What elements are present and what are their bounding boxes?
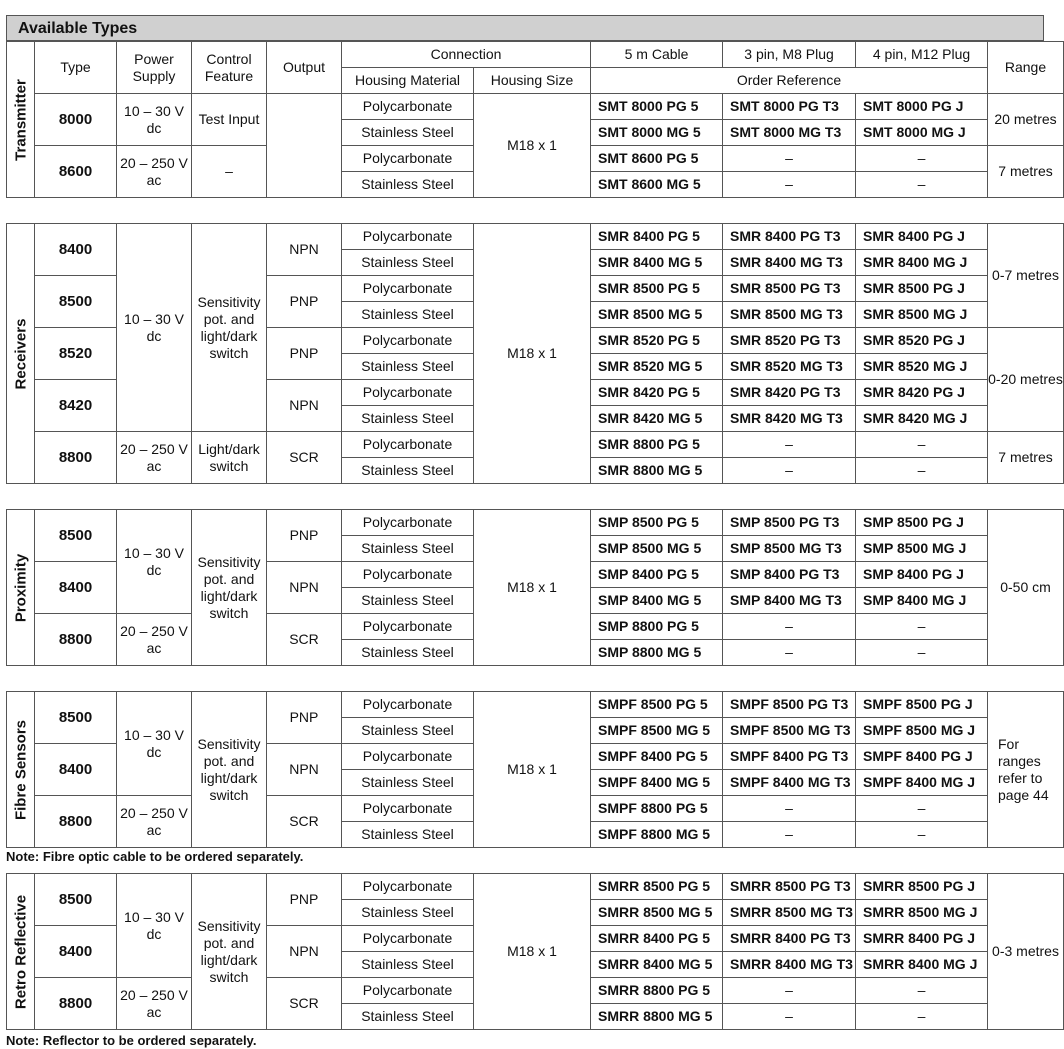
control-feature-cell: Test Input xyxy=(192,94,267,146)
order-ref-m8: SMR 8500 MG T3 xyxy=(723,302,856,328)
order-ref-m12: – xyxy=(856,172,988,198)
order-ref-cable: SMRR 8800 MG 5 xyxy=(591,1004,723,1030)
section-label-retro-reflective: Retro Reflective xyxy=(7,874,35,1030)
order-ref-cable: SMPF 8800 MG 5 xyxy=(591,822,723,848)
order-ref-m8: – xyxy=(723,172,856,198)
control-feature-cell: Sensitivity pot. and light/dark switch xyxy=(192,874,267,1030)
housing-material-cell: Polycarbonate xyxy=(342,328,474,354)
order-ref-cable: SMPF 8500 MG 5 xyxy=(591,718,723,744)
order-ref-cable: SMT 8600 MG 5 xyxy=(591,172,723,198)
range-cell: 7 metres xyxy=(988,146,1064,198)
housing-size-cell: M18 x 1 xyxy=(474,874,591,1030)
housing-material-cell: Polycarbonate xyxy=(342,926,474,952)
order-ref-m8: SMP 8500 PG T3 xyxy=(723,510,856,536)
order-ref-cable: SMRR 8400 MG 5 xyxy=(591,952,723,978)
order-ref-m12: SMT 8000 MG J xyxy=(856,120,988,146)
output-cell: PNP xyxy=(267,510,342,562)
housing-material-cell: Polycarbonate xyxy=(342,380,474,406)
order-ref-cable: SMP 8400 MG 5 xyxy=(591,588,723,614)
order-ref-cable: SMR 8400 PG 5 xyxy=(591,224,723,250)
order-ref-m8: SMR 8520 PG T3 xyxy=(723,328,856,354)
proximity-table xyxy=(6,509,1064,666)
housing-material-cell: Polycarbonate xyxy=(342,94,474,120)
power-supply-cell: 10 – 30 V dc xyxy=(117,692,192,796)
power-supply-cell: 10 – 30 V dc xyxy=(117,510,192,614)
output-cell: NPN xyxy=(267,562,342,614)
order-ref-m12: – xyxy=(856,640,988,666)
order-ref-cable: SMP 8500 PG 5 xyxy=(591,510,723,536)
housing-material-cell: Stainless Steel xyxy=(342,458,474,484)
col-header-output: Output xyxy=(267,42,342,94)
table-row xyxy=(7,692,1064,718)
type-cell: 8520 xyxy=(35,328,117,380)
order-ref-m8: – xyxy=(723,640,856,666)
type-cell: 8800 xyxy=(35,432,117,484)
power-supply-cell: 10 – 30 V dc xyxy=(117,874,192,978)
housing-material-cell: Polycarbonate xyxy=(342,614,474,640)
output-cell: SCR xyxy=(267,432,342,484)
type-cell: 8800 xyxy=(35,978,117,1030)
housing-material-cell: Stainless Steel xyxy=(342,354,474,380)
power-supply-cell: 20 – 250 V ac xyxy=(117,146,192,198)
type-cell: 8400 xyxy=(35,744,117,796)
power-supply-cell: 10 – 30 V dc xyxy=(117,94,192,146)
order-ref-cable: SMP 8800 PG 5 xyxy=(591,614,723,640)
order-ref-cable: SMPF 8500 PG 5 xyxy=(591,692,723,718)
output-cell: NPN xyxy=(267,744,342,796)
housing-material-cell: Stainless Steel xyxy=(342,406,474,432)
order-ref-m8: SMRR 8400 PG T3 xyxy=(723,926,856,952)
type-cell: 8420 xyxy=(35,380,117,432)
order-ref-m12: SMT 8000 PG J xyxy=(856,94,988,120)
order-ref-m8: SMT 8000 PG T3 xyxy=(723,94,856,120)
range-cell: 20 metres xyxy=(988,94,1064,146)
page-title: Available Types xyxy=(18,20,138,37)
order-ref-cable: SMPF 8400 MG 5 xyxy=(591,770,723,796)
order-ref-m8: SMRR 8500 MG T3 xyxy=(723,900,856,926)
col-header-power-supply: Power Supply xyxy=(117,42,192,94)
order-ref-m12: SMR 8500 PG J xyxy=(856,276,988,302)
available-types-header-bar xyxy=(6,15,1044,41)
order-ref-m8: SMR 8420 MG T3 xyxy=(723,406,856,432)
type-cell: 8500 xyxy=(35,874,117,926)
housing-material-cell: Polycarbonate xyxy=(342,978,474,1004)
order-ref-cable: SMRR 8500 MG 5 xyxy=(591,900,723,926)
table-row xyxy=(7,874,1064,900)
order-ref-m8: – xyxy=(723,978,856,1004)
order-ref-m12: SMRR 8400 MG J xyxy=(856,952,988,978)
order-ref-cable: SMR 8520 PG 5 xyxy=(591,328,723,354)
order-ref-cable: SMR 8500 PG 5 xyxy=(591,276,723,302)
housing-material-cell: Stainless Steel xyxy=(342,536,474,562)
order-ref-m8: – xyxy=(723,146,856,172)
order-ref-m12: SMRR 8500 MG J xyxy=(856,900,988,926)
range-cell: 0-50 cm xyxy=(988,510,1064,666)
order-ref-m12: SMR 8500 MG J xyxy=(856,302,988,328)
order-ref-m12: SMR 8400 MG J xyxy=(856,250,988,276)
col-header-housing-material: Housing Material xyxy=(342,68,474,94)
section-label-fibre-sensors: Fibre Sensors xyxy=(7,692,35,848)
order-ref-m8: SMPF 8400 PG T3 xyxy=(723,744,856,770)
type-cell: 8000 xyxy=(35,94,117,146)
output-cell: PNP xyxy=(267,328,342,380)
order-ref-m8: SMP 8500 MG T3 xyxy=(723,536,856,562)
order-ref-cable: SMR 8420 PG 5 xyxy=(591,380,723,406)
type-cell: 8600 xyxy=(35,146,117,198)
order-ref-m12: SMPF 8500 PG J xyxy=(856,692,988,718)
output-cell: PNP xyxy=(267,276,342,328)
power-supply-cell: 20 – 250 V ac xyxy=(117,978,192,1030)
output-cell: NPN xyxy=(267,224,342,276)
section-label-receivers: Receivers xyxy=(7,224,35,484)
type-cell: 8400 xyxy=(35,926,117,978)
housing-material-cell: Stainless Steel xyxy=(342,718,474,744)
output-cell: PNP xyxy=(267,874,342,926)
order-ref-cable: SMR 8800 MG 5 xyxy=(591,458,723,484)
housing-material-cell: Stainless Steel xyxy=(342,1004,474,1030)
order-ref-cable: SMT 8000 MG 5 xyxy=(591,120,723,146)
type-cell: 8500 xyxy=(35,276,117,328)
order-ref-cable: SMRR 8500 PG 5 xyxy=(591,874,723,900)
col-header-control-feature: Control Feature xyxy=(192,42,267,94)
section-label-proximity: Proximity xyxy=(7,510,35,666)
type-cell: 8500 xyxy=(35,692,117,744)
col-header-type: Type xyxy=(35,42,117,94)
order-ref-m12: SMRR 8500 PG J xyxy=(856,874,988,900)
fibre-note: Note: Fibre optic cable to be ordered separately. xyxy=(6,849,304,864)
order-ref-m12: SMPF 8500 MG J xyxy=(856,718,988,744)
order-ref-m8: – xyxy=(723,796,856,822)
order-ref-m12: SMP 8400 MG J xyxy=(856,588,988,614)
housing-material-cell: Polycarbonate xyxy=(342,692,474,718)
housing-material-cell: Polycarbonate xyxy=(342,744,474,770)
receivers-table xyxy=(6,223,1064,484)
order-ref-cable: SMP 8800 MG 5 xyxy=(591,640,723,666)
order-ref-m8: SMRR 8400 MG T3 xyxy=(723,952,856,978)
housing-material-cell: Stainless Steel xyxy=(342,302,474,328)
housing-size-cell: M18 x 1 xyxy=(474,224,591,484)
order-ref-m8: SMP 8400 MG T3 xyxy=(723,588,856,614)
order-ref-m12: – xyxy=(856,146,988,172)
order-ref-m12: SMP 8500 MG J xyxy=(856,536,988,562)
order-ref-cable: SMR 8500 MG 5 xyxy=(591,302,723,328)
range-cell: 7 metres xyxy=(988,432,1064,484)
order-ref-cable: SMR 8800 PG 5 xyxy=(591,432,723,458)
table-row xyxy=(7,94,1064,120)
order-ref-m12: – xyxy=(856,796,988,822)
control-feature-cell: – xyxy=(192,146,267,198)
order-ref-m12: SMPF 8400 MG J xyxy=(856,770,988,796)
order-ref-m8: SMR 8500 PG T3 xyxy=(723,276,856,302)
order-ref-m8: SMR 8420 PG T3 xyxy=(723,380,856,406)
order-ref-m8: SMR 8400 MG T3 xyxy=(723,250,856,276)
housing-size-cell: M18 x 1 xyxy=(474,692,591,848)
housing-material-cell: Polycarbonate xyxy=(342,510,474,536)
housing-size-cell: M18 x 1 xyxy=(474,510,591,666)
order-ref-m12: SMRR 8400 PG J xyxy=(856,926,988,952)
order-ref-m12: SMR 8520 MG J xyxy=(856,354,988,380)
order-ref-m12: SMR 8420 PG J xyxy=(856,380,988,406)
order-ref-cable: SMR 8420 MG 5 xyxy=(591,406,723,432)
housing-material-cell: Polycarbonate xyxy=(342,276,474,302)
output-cell: PNP xyxy=(267,692,342,744)
type-cell: 8400 xyxy=(35,224,117,276)
housing-material-cell: Polycarbonate xyxy=(342,874,474,900)
order-ref-m8: SMPF 8500 PG T3 xyxy=(723,692,856,718)
order-ref-m8: SMT 8000 MG T3 xyxy=(723,120,856,146)
housing-material-cell: Stainless Steel xyxy=(342,172,474,198)
reflector-note: Note: Reflector to be ordered separately. xyxy=(6,1033,257,1048)
housing-material-cell: Polycarbonate xyxy=(342,432,474,458)
order-ref-cable: SMPF 8800 PG 5 xyxy=(591,796,723,822)
col-header-connection: Connection xyxy=(342,42,591,68)
col-header-range: Range xyxy=(988,42,1064,94)
housing-material-cell: Polycarbonate xyxy=(342,796,474,822)
housing-material-cell: Polycarbonate xyxy=(342,224,474,250)
housing-size-cell: M18 x 1 xyxy=(474,94,591,198)
type-cell: 8800 xyxy=(35,796,117,848)
order-ref-m12: – xyxy=(856,432,988,458)
order-ref-cable: SMT 8600 PG 5 xyxy=(591,146,723,172)
power-supply-cell: 20 – 250 V ac xyxy=(117,432,192,484)
control-feature-cell: Light/dark switch xyxy=(192,432,267,484)
housing-material-cell: Stainless Steel xyxy=(342,822,474,848)
transmitter-table xyxy=(6,41,1064,198)
order-ref-m8: SMR 8400 PG T3 xyxy=(723,224,856,250)
type-cell: 8400 xyxy=(35,562,117,614)
housing-material-cell: Stainless Steel xyxy=(342,640,474,666)
order-ref-m8: SMR 8520 MG T3 xyxy=(723,354,856,380)
col-header-5m-cable: 5 m Cable xyxy=(591,42,723,68)
housing-material-cell: Stainless Steel xyxy=(342,250,474,276)
range-cell: 0-7 metres xyxy=(988,224,1064,328)
output-cell: NPN xyxy=(267,926,342,978)
retro-reflective-table xyxy=(6,873,1064,1030)
housing-material-cell: Polycarbonate xyxy=(342,562,474,588)
order-ref-m8: – xyxy=(723,1004,856,1030)
range-cell: For ranges refer to page 44 xyxy=(988,692,1064,848)
order-ref-m8: SMPF 8400 MG T3 xyxy=(723,770,856,796)
col-header-m8-plug: 3 pin, M8 Plug xyxy=(723,42,856,68)
order-ref-cable: SMR 8400 MG 5 xyxy=(591,250,723,276)
order-ref-m12: SMP 8400 PG J xyxy=(856,562,988,588)
fibre-sensors-table xyxy=(6,691,1064,848)
section-label-transmitter: Transmitter xyxy=(7,42,35,198)
order-ref-m12: – xyxy=(856,614,988,640)
order-ref-m12: SMPF 8400 PG J xyxy=(856,744,988,770)
order-ref-m12: SMR 8400 PG J xyxy=(856,224,988,250)
output-cell: NPN xyxy=(267,380,342,432)
order-ref-m8: – xyxy=(723,822,856,848)
housing-material-cell: Stainless Steel xyxy=(342,900,474,926)
housing-material-cell: Stainless Steel xyxy=(342,770,474,796)
housing-material-cell: Stainless Steel xyxy=(342,120,474,146)
order-ref-m8: – xyxy=(723,458,856,484)
control-feature-cell: Sensitivity pot. and light/dark switch xyxy=(192,692,267,848)
housing-material-cell: Stainless Steel xyxy=(342,588,474,614)
order-ref-cable: SMT 8000 PG 5 xyxy=(591,94,723,120)
order-ref-m12: – xyxy=(856,978,988,1004)
power-supply-cell: 10 – 30 V dc xyxy=(117,224,192,432)
order-ref-cable: SMP 8400 PG 5 xyxy=(591,562,723,588)
output-cell: SCR xyxy=(267,796,342,848)
col-header-m12-plug: 4 pin, M12 Plug xyxy=(856,42,988,68)
range-cell: 0-3 metres xyxy=(988,874,1064,1030)
power-supply-cell: 20 – 250 V ac xyxy=(117,614,192,666)
output-cell: SCR xyxy=(267,614,342,666)
order-ref-m12: – xyxy=(856,822,988,848)
order-ref-m12: – xyxy=(856,1004,988,1030)
order-ref-m12: SMR 8520 PG J xyxy=(856,328,988,354)
order-ref-m12: SMP 8500 PG J xyxy=(856,510,988,536)
housing-material-cell: Stainless Steel xyxy=(342,952,474,978)
control-feature-cell: Sensitivity pot. and light/dark switch xyxy=(192,224,267,432)
col-header-housing-size: Housing Size xyxy=(474,68,591,94)
type-cell: 8800 xyxy=(35,614,117,666)
order-ref-cable: SMRR 8800 PG 5 xyxy=(591,978,723,1004)
order-ref-m8: – xyxy=(723,432,856,458)
output-cell xyxy=(267,94,342,198)
order-ref-m8: SMPF 8500 MG T3 xyxy=(723,718,856,744)
order-ref-cable: SMRR 8400 PG 5 xyxy=(591,926,723,952)
order-ref-cable: SMR 8520 MG 5 xyxy=(591,354,723,380)
range-cell: 0-20 metres xyxy=(988,328,1064,432)
order-ref-m12: SMR 8420 MG J xyxy=(856,406,988,432)
control-feature-cell: Sensitivity pot. and light/dark switch xyxy=(192,510,267,666)
housing-material-cell: Polycarbonate xyxy=(342,146,474,172)
order-ref-m8: – xyxy=(723,614,856,640)
order-ref-cable: SMPF 8400 PG 5 xyxy=(591,744,723,770)
output-cell: SCR xyxy=(267,978,342,1030)
table-row xyxy=(7,224,1064,250)
type-cell: 8500 xyxy=(35,510,117,562)
power-supply-cell: 20 – 250 V ac xyxy=(117,796,192,848)
order-ref-m12: – xyxy=(856,458,988,484)
col-header-order-reference: Order Reference xyxy=(591,68,988,94)
order-ref-m8: SMP 8400 PG T3 xyxy=(723,562,856,588)
table-row xyxy=(7,510,1064,536)
order-ref-cable: SMP 8500 MG 5 xyxy=(591,536,723,562)
order-ref-m8: SMRR 8500 PG T3 xyxy=(723,874,856,900)
